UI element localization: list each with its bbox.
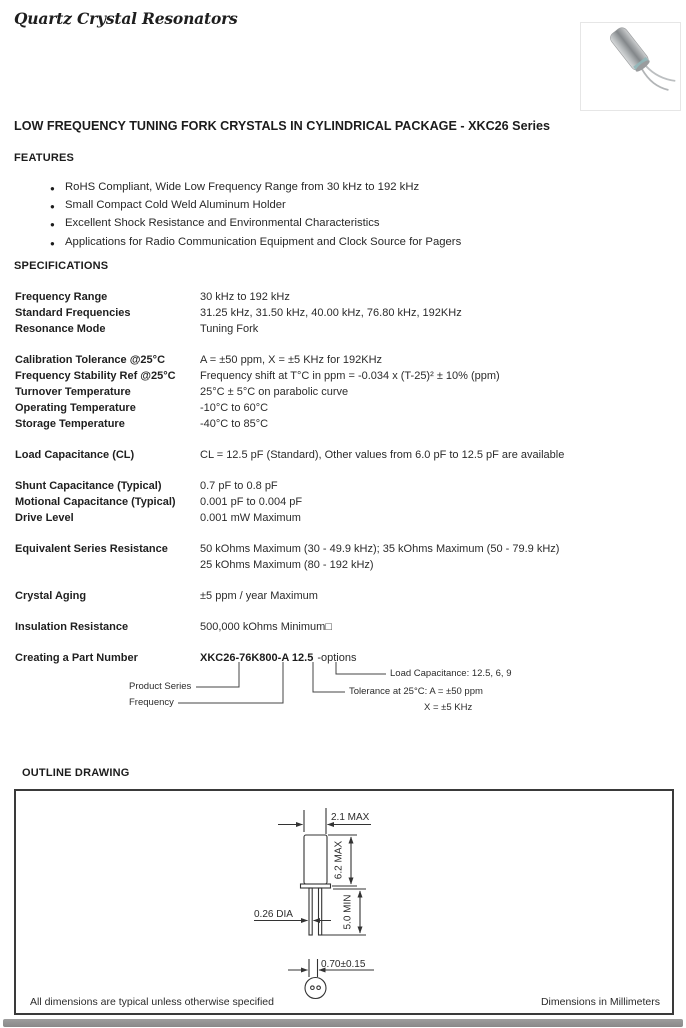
- spec-label: Resonance Mode: [15, 323, 106, 335]
- spec-label: Frequency Range: [15, 291, 108, 303]
- spec-value: 25°C ± 5°C on parabolic curve: [200, 386, 349, 398]
- spec-row: [15, 588, 675, 604]
- drawing-note-right: Dimensions in Millimeters: [540, 996, 660, 1008]
- spec-value-line: 25 kOhms Maximum (80 - 192 kHz): [200, 559, 374, 571]
- feature-item: [50, 179, 650, 197]
- drawing-body: [304, 835, 327, 884]
- drawing-note-left: All dimensions are typical unless otherwise specified: [30, 996, 274, 1008]
- spec-label: Creating a Part Number: [15, 652, 138, 664]
- spec-row: [15, 416, 675, 432]
- feature-item: [50, 197, 650, 215]
- spec-value: 0.001 pF to 0.004 pF: [200, 496, 303, 508]
- dim-body-width: 2.1 MAX: [331, 812, 370, 823]
- spec-value-line: 50 kOhms Maximum (30 - 49.9 kHz); 35 kOhms Maximum (50 - 79.9 kHz): [200, 543, 560, 555]
- feature-text: RoHS Compliant, Wide Low Frequency Range from 30 kHz to 192 kHz: [65, 181, 420, 193]
- spec-value: 31.25 kHz, 31.50 kHz, 40.00 kHz, 76.80 kHz, 192KHz: [200, 307, 462, 319]
- spec-value: -40°C to 85°C: [200, 418, 269, 430]
- spec-label: Insulation Resistance: [15, 621, 129, 633]
- spec-row: [15, 305, 675, 321]
- spec-label: Standard Frequencies: [15, 307, 131, 319]
- callout-product-series: Product Series: [129, 681, 192, 692]
- spec-label: Turnover Temperature: [15, 386, 131, 398]
- spec-row: [15, 368, 675, 384]
- spec-row: [15, 510, 675, 526]
- spec-label: Calibration Tolerance @25°C: [15, 354, 166, 366]
- callout-tolerance-a: Tolerance at 25°C: A = ±50 ppm: [349, 686, 483, 697]
- callout-frequency: Frequency: [129, 697, 174, 708]
- spec-row: [15, 494, 675, 510]
- spec-label: Shunt Capacitance (Typical): [15, 480, 162, 492]
- feature-text: Small Compact Cold Weld Aluminum Holder: [65, 199, 286, 212]
- feature-item: [50, 215, 650, 233]
- drawing-flange: [301, 884, 331, 888]
- spec-value: 0.7 pF to 0.8 pF: [200, 480, 278, 492]
- bullet-icon: ●: [50, 220, 55, 230]
- spec-value: 500,000 kOhms Minimum□: [200, 621, 332, 633]
- drawing-bottom-view: [305, 978, 326, 999]
- spec-row: [15, 478, 675, 494]
- part-number-callouts: [0, 661, 686, 725]
- spec-label: Storage Temperature: [15, 418, 125, 430]
- spec-row: [15, 289, 675, 305]
- spec-value: 0.001 mW Maximum: [200, 512, 301, 524]
- outline-drawing-svg: [16, 791, 672, 1013]
- dim-lead-length: 5.0 MIN: [342, 894, 354, 930]
- spec-row: [15, 447, 675, 463]
- drawing-lead-right: [319, 888, 322, 935]
- spec-value: Frequency shift at T°C in ppm = -0.034 x (T-25)² ± 10% (ppm): [200, 370, 500, 382]
- spec-row: [15, 619, 675, 635]
- part-number-options: -options: [317, 652, 357, 664]
- feature-text: Excellent Shock Resistance and Environmental Characteristics: [65, 217, 380, 230]
- dim-lead-spacing: 0.70±0.15: [321, 959, 366, 970]
- feature-text: Applications for Radio Communication Equipment and Clock Source for Pagers: [65, 235, 462, 248]
- spec-row: [15, 384, 675, 400]
- bullet-icon: ●: [50, 202, 55, 212]
- feature-item: [50, 234, 650, 252]
- features-list: [50, 179, 650, 252]
- spec-label: Frequency Stability Ref @25°C: [15, 370, 176, 382]
- part-number-value: XKC26-76K800-A 12.5: [200, 652, 314, 664]
- spec-row: [15, 321, 675, 337]
- spec-label: Drive Level: [15, 512, 74, 524]
- spec-value: -10°C to 60°C: [200, 402, 269, 414]
- spec-label: Equivalent Series Resistance: [15, 543, 168, 555]
- spec-value: 30 kHz to 192 kHz: [200, 291, 290, 303]
- callout-tolerance-x: X = ±5 KHz: [424, 702, 473, 713]
- spec-value: CL = 12.5 pF (Standard), Other values from 6.0 pF to 12.5 pF are available: [200, 449, 565, 461]
- crystal-photo-graphic: [581, 23, 678, 108]
- dim-body-height: 6.2 MAX: [333, 840, 345, 880]
- spec-value: Tuning Fork: [200, 323, 259, 335]
- specifications-heading: SPECIFICATIONS: [14, 260, 109, 272]
- callout-load-capacitance: Load Capacitance: 12.5, 6, 9: [390, 668, 512, 679]
- bullet-icon: ●: [50, 238, 55, 248]
- footer-bar: [3, 1019, 683, 1027]
- spec-label: Operating Temperature: [15, 402, 136, 414]
- drawing-pin-dot: [311, 986, 315, 990]
- spec-label: Crystal Aging: [15, 590, 87, 602]
- brand-title: Quartz Crystal Resonators: [14, 9, 238, 28]
- spec-label: Motional Capacitance (Typical): [15, 496, 176, 508]
- page-title: LOW FREQUENCY TUNING FORK CRYSTALS IN CYLINDRICAL PACKAGE - XKC26 Series: [14, 119, 550, 133]
- outline-heading: OUTLINE DRAWING: [22, 767, 130, 779]
- part-number-callout-lines: [0, 661, 686, 725]
- product-photo: [580, 22, 681, 111]
- spec-row: [15, 541, 675, 573]
- specifications-table: [15, 289, 675, 666]
- spec-row: [15, 400, 675, 416]
- spec-value: A = ±50 ppm, X = ±5 KHz for 192KHz: [200, 354, 383, 366]
- spec-row: [15, 352, 675, 368]
- outline-drawing-box: [14, 789, 674, 1015]
- drawing-pin-dot: [317, 986, 321, 990]
- dim-lead-diameter: 0.26 DIA: [254, 909, 293, 920]
- spec-value: ±5 ppm / year Maximum: [200, 590, 318, 602]
- features-heading: FEATURES: [14, 152, 75, 164]
- spec-label: Load Capacitance (CL): [15, 449, 135, 461]
- drawing-lead-left: [309, 888, 312, 935]
- bullet-icon: ●: [50, 184, 55, 193]
- spec-value: [200, 541, 675, 573]
